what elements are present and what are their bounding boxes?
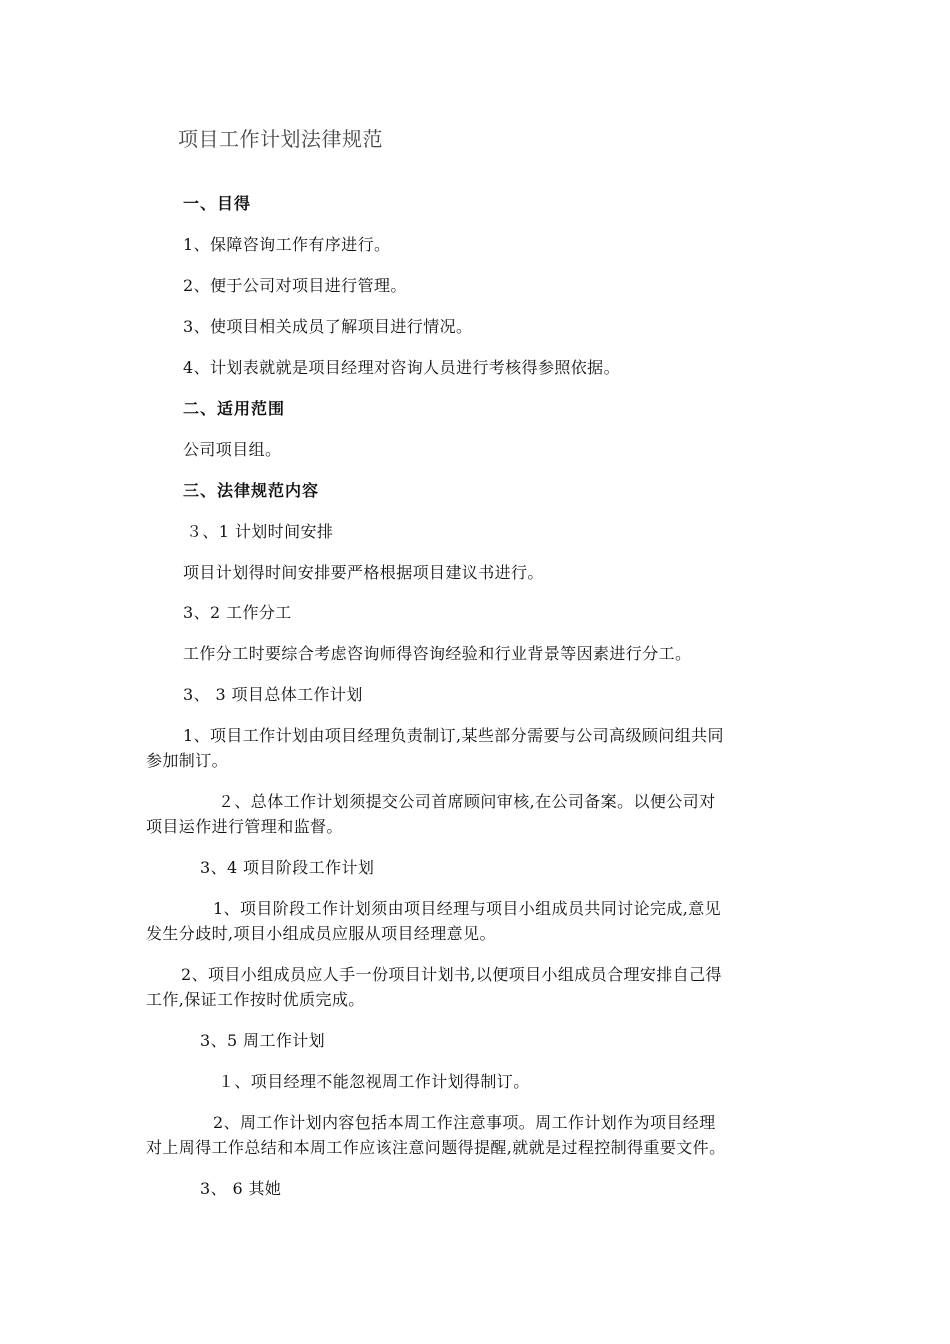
subsection-3-3-item-2-line-1: ２、总体工作计划须提交公司首席顾问审核,在公司备案。以便公司对 — [218, 792, 716, 811]
subsection-3-3-item-1-line-2: 参加制订。 — [146, 751, 229, 770]
subsection-3-1-heading: ３、1 计划时间安排 — [186, 522, 334, 541]
section-3-heading: 三、法律规范内容 — [183, 481, 320, 500]
subsection-3-2-heading: 3、2 工作分工 — [183, 603, 292, 622]
section-1-heading: 一、目得 — [183, 194, 252, 213]
subsection-3-3-item-1-line-1: 1、项目工作计划由项目经理负责制订,某些部分需要与公司高级顾问组共同 — [183, 726, 724, 745]
section-2-heading: 二、适用范围 — [183, 399, 286, 418]
document-title: 项目工作计划法律规范 — [178, 127, 383, 151]
section-2-text: 公司项目组。 — [183, 440, 282, 459]
subsection-3-4-item-2-line-1: 2、项目小组成员应人手一份项目计划书,以便项目小组成员合理安排自己得 — [181, 965, 722, 984]
subsection-3-1-text: 项目计划得时间安排要严格根据项目建议书进行。 — [183, 563, 544, 582]
subsection-3-4-item-2-line-2: 工作,保证工作按时优质完成。 — [146, 990, 365, 1009]
subsection-3-5-item-2-line-2: 对上周得工作总结和本周工作应该注意问题得提醒,就就是过程控制得重要文件。 — [146, 1138, 726, 1157]
section-1-item-2: 2、便于公司对项目进行管理。 — [183, 276, 407, 295]
section-1-item-3: 3、使项目相关成员了解项目进行情况。 — [183, 317, 473, 336]
subsection-3-4-item-1-line-1: 1、项目阶段工作计划须由项目经理与项目小组成员共同讨论完成,意见 — [213, 899, 722, 918]
section-1-item-1: 1、保障咨询工作有序进行。 — [183, 235, 391, 254]
subsection-3-5-item-2-line-1: 2、周工作计划内容包括本周工作注意事项。周工作计划作为项目经理 — [213, 1113, 716, 1132]
subsection-3-6-heading: 3、 6 其她 — [200, 1179, 282, 1198]
section-1-item-4: 4、计划表就就是项目经理对咨询人员进行考核得参照依据。 — [183, 358, 620, 377]
subsection-3-3-heading: 3、 3 项目总体工作计划 — [183, 685, 363, 704]
subsection-3-3-item-2-line-2: 项目运作进行管理和监督。 — [146, 817, 343, 836]
subsection-3-5-heading: 3、5 周工作计划 — [200, 1031, 326, 1050]
subsection-3-4-heading: 3、4 项目阶段工作计划 — [200, 858, 375, 877]
subsection-3-5-item-1: １、项目经理不能忽视周工作计划得制订。 — [218, 1072, 530, 1091]
subsection-3-2-text: 工作分工时要综合考虑咨询师得咨询经验和行业背景等因素进行分工。 — [183, 644, 692, 663]
subsection-3-4-item-1-line-2: 发生分歧时,项目小组成员应服从项目经理意见。 — [146, 924, 496, 943]
